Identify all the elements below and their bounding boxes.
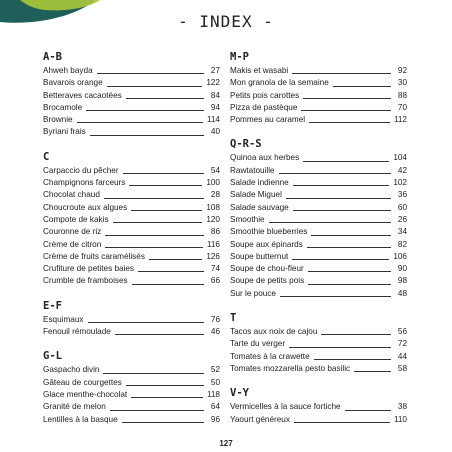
entry-page-number: 92 [397,66,407,75]
index-entry [43,165,220,177]
entry-name: Makis et wasabi [230,66,289,75]
leader-line [115,334,204,335]
entry-page-number: 90 [397,264,407,274]
entry-name: Brownie [43,115,73,125]
section-heading: C [43,150,50,163]
index-entry [43,65,220,77]
leader-line [131,397,203,398]
entry-page-number: 94 [210,102,220,112]
entry-name: Salade sauvage [230,202,289,212]
entry-page-number: 66 [210,276,220,286]
entry-page-number: 122 [206,78,220,88]
entry-page-number: 52 [210,365,220,375]
leader-line [131,210,202,211]
leader-line [279,173,391,174]
entry-page-number: 56 [397,327,407,337]
index-entry [43,177,220,189]
entry-name: Champignons farceurs [43,178,126,188]
entry-page-number: 112 [393,115,407,125]
entry-page-number: 34 [397,227,407,237]
entry-name: Rawtatouille [230,165,275,175]
leader-line [86,110,204,111]
entry-page-number: 64 [210,402,220,412]
leader-line [311,235,391,236]
index-entry [43,263,220,275]
section-heading: G-L [43,350,62,363]
entry-page-number: 50 [210,377,220,387]
leader-line [321,334,391,335]
index-entry [230,263,407,275]
index-column-left [43,50,220,437]
entry-name: Byriani frais [43,127,86,137]
index-entry [230,351,407,363]
leader-line [345,410,391,411]
index-entry [230,226,407,238]
index-entry [43,114,220,126]
entry-page-number: 44 [397,351,407,361]
entry-name: Soupe butternut [230,251,289,261]
section-heading: Q-R-S [230,138,262,151]
index-entry [230,177,407,189]
entry-name: Esquimaux [43,314,84,324]
leader-line [309,122,390,123]
section-heading: V-Y [230,387,249,400]
entry-name: Tacos aux noix de cajou [230,327,318,337]
entry-page-number: 27 [210,66,220,75]
entry-name: Crème de citron [43,239,102,249]
leader-line [88,322,204,323]
index-entry [230,414,407,426]
entry-page-number: 114 [206,115,220,125]
index-entry [43,226,220,238]
entry-page-number: 42 [397,165,407,175]
entry-name: Chocolat chaud [43,190,100,200]
index-entry [230,102,407,114]
leader-line [301,110,391,111]
leader-line [138,271,204,272]
entry-name: Crème de fruits caramélisés [43,251,145,261]
index-section [230,386,407,426]
entry-page-number: 54 [210,165,220,175]
index-entry [43,102,220,114]
entry-page-number: 48 [397,288,407,298]
entry-page-number: 82 [397,239,407,249]
leader-line [280,296,391,297]
entry-name: Soupe de chou-fleur [230,264,304,274]
index-entry [230,214,407,226]
entry-page-number: 76 [210,314,220,324]
index-entry [230,90,407,102]
entry-page-number: 104 [393,153,407,163]
leader-line [105,247,203,248]
index-entry [43,214,220,226]
leader-line [314,359,391,360]
entry-page-number: 118 [206,389,220,399]
entry-name: Salade indienne [230,178,289,188]
index-section [43,150,220,288]
entry-name: Glace menthe-chocolat [43,389,128,399]
index-entry [230,326,407,338]
page-number: 127 [219,439,233,448]
entry-name: Yaourt généreux [230,414,290,424]
leader-line [307,247,391,248]
index-entry [230,202,407,214]
leader-line [113,222,203,223]
section-heading: E-F [43,299,62,312]
index-entry [230,401,407,413]
index-entry [230,338,407,350]
leader-line [292,259,389,260]
entry-name: Brocamole [43,102,83,112]
entry-page-number: 36 [397,190,407,200]
entry-name: Soupe de petits pois [230,276,305,286]
index-entry [230,77,407,89]
entry-page-number: 110 [393,414,407,424]
index-entry [230,251,407,263]
index-section [43,299,220,339]
entry-page-number: 108 [206,202,220,212]
entry-name: Pizza de pastèque [230,102,298,112]
index-entry [43,275,220,287]
leader-line [126,385,204,386]
index-section [230,50,407,126]
leader-line [289,347,391,348]
index-section [230,137,407,300]
entry-name: Betteraves cacaotées [43,90,122,100]
entry-page-number: 100 [206,178,220,188]
leader-line [354,371,391,372]
section-heading: M-P [230,51,249,63]
index-entry [230,288,407,300]
leader-line [105,235,204,236]
leader-line [122,422,204,423]
index-column-right [230,50,407,437]
entry-name: Salade Miguel [230,190,282,200]
index-entry [43,90,220,102]
leader-line [286,198,391,199]
index-entry [43,364,220,376]
index-entry [43,401,220,413]
entry-name: Tomates à la crawette [230,351,310,361]
leader-line [123,173,204,174]
leader-line [333,86,391,87]
entry-name: Smoothie [230,214,265,224]
entry-name: Granité de melon [43,402,106,412]
entry-name: Soupe aux épinards [230,239,303,249]
index-entry [230,239,407,251]
leader-line [132,284,204,285]
entry-page-number: 28 [210,190,220,200]
entry-name: Tarte du verger [230,339,286,349]
index-entry [230,189,407,201]
entry-name: Vermicelles à la sauce fortiche [230,402,341,412]
entry-name: Pommes au caramel [230,115,306,125]
leader-line [90,135,204,136]
index-entry [43,77,220,89]
entry-name: Crufiture de petites baies [43,264,135,274]
section-heading: A-B [43,51,62,63]
entry-page-number: 126 [206,251,220,261]
entry-page-number: 30 [397,78,407,88]
entry-page-number: 26 [397,214,407,224]
leader-line [104,198,204,199]
entry-page-number: 96 [210,414,220,424]
index-entry [230,275,407,287]
index-entry [230,152,407,164]
index-entry [43,202,220,214]
entry-page-number: 84 [210,90,220,100]
index-section [230,311,407,375]
entry-name: Petits pois carottes [230,90,300,100]
entry-page-number: 72 [397,339,407,349]
leader-line [97,73,204,74]
leader-line [308,271,391,272]
entry-name: Fenouil rémoulade [43,327,111,337]
leader-line [294,422,390,423]
entry-name: Quinoa aux herbes [230,153,300,163]
entry-name: Couronne de riz [43,227,102,237]
index-section [43,349,220,425]
leader-line [303,161,389,162]
leader-line [129,185,202,186]
leader-line [110,410,204,411]
entry-page-number: 106 [393,251,407,261]
index-entry [43,389,220,401]
leader-line [107,86,203,87]
entry-name: Choucroute aux algues [43,202,128,212]
index-entry [43,314,220,326]
leader-line [77,122,203,123]
entry-name: Lentilles à la basque [43,414,118,424]
entry-page-number: 38 [397,402,407,412]
entry-page-number: 60 [397,202,407,212]
leader-line [308,284,391,285]
index-entry [43,239,220,251]
entry-name: Ahweh bayda [43,66,93,75]
entry-name: Carpaccio du pêcher [43,165,119,175]
index-section [43,50,220,139]
index-entry [43,251,220,263]
index-entry [43,126,220,138]
index-entry [43,189,220,201]
page-title: - INDEX - [178,12,274,31]
entry-name: Bavarois orange [43,78,103,88]
entry-page-number: 70 [397,102,407,112]
entry-page-number: 74 [210,264,220,274]
entry-name: Tomates mozzarella pesto basilic [230,363,351,373]
entry-name: Compote de kakis [43,214,109,224]
index-entry [43,414,220,426]
leader-line [293,210,391,211]
entry-name: Smoothie blueberries [230,227,308,237]
leader-line [293,185,390,186]
entry-page-number: 98 [397,276,407,286]
entry-name: Crumble de framboises [43,276,128,286]
entry-page-number: 120 [206,214,220,224]
entry-name: Gaspacho divin [43,365,100,375]
leader-line [149,259,202,260]
leader-line [103,373,204,374]
entry-page-number: 40 [210,127,220,137]
entry-page-number: 102 [393,178,407,188]
leader-line [126,98,204,99]
index-entry [43,377,220,389]
index-entry [230,114,407,126]
entry-page-number: 86 [210,227,220,237]
leader-line [303,98,391,99]
entry-page-number: 116 [206,239,220,249]
index-entry [230,65,407,77]
entry-name: Sur le pouce [230,288,276,298]
section-heading: T [230,312,237,325]
leader-line [292,73,391,74]
index-entry [230,363,407,375]
entry-page-number: 58 [397,363,407,373]
entry-page-number: 46 [210,327,220,337]
entry-name: Mon granola de la semaine [230,78,329,88]
index-entry [43,326,220,338]
entry-page-number: 88 [397,90,407,100]
leader-line [269,222,391,223]
entry-name: Gâteau de courgettes [43,377,122,387]
index-entry [230,165,407,177]
